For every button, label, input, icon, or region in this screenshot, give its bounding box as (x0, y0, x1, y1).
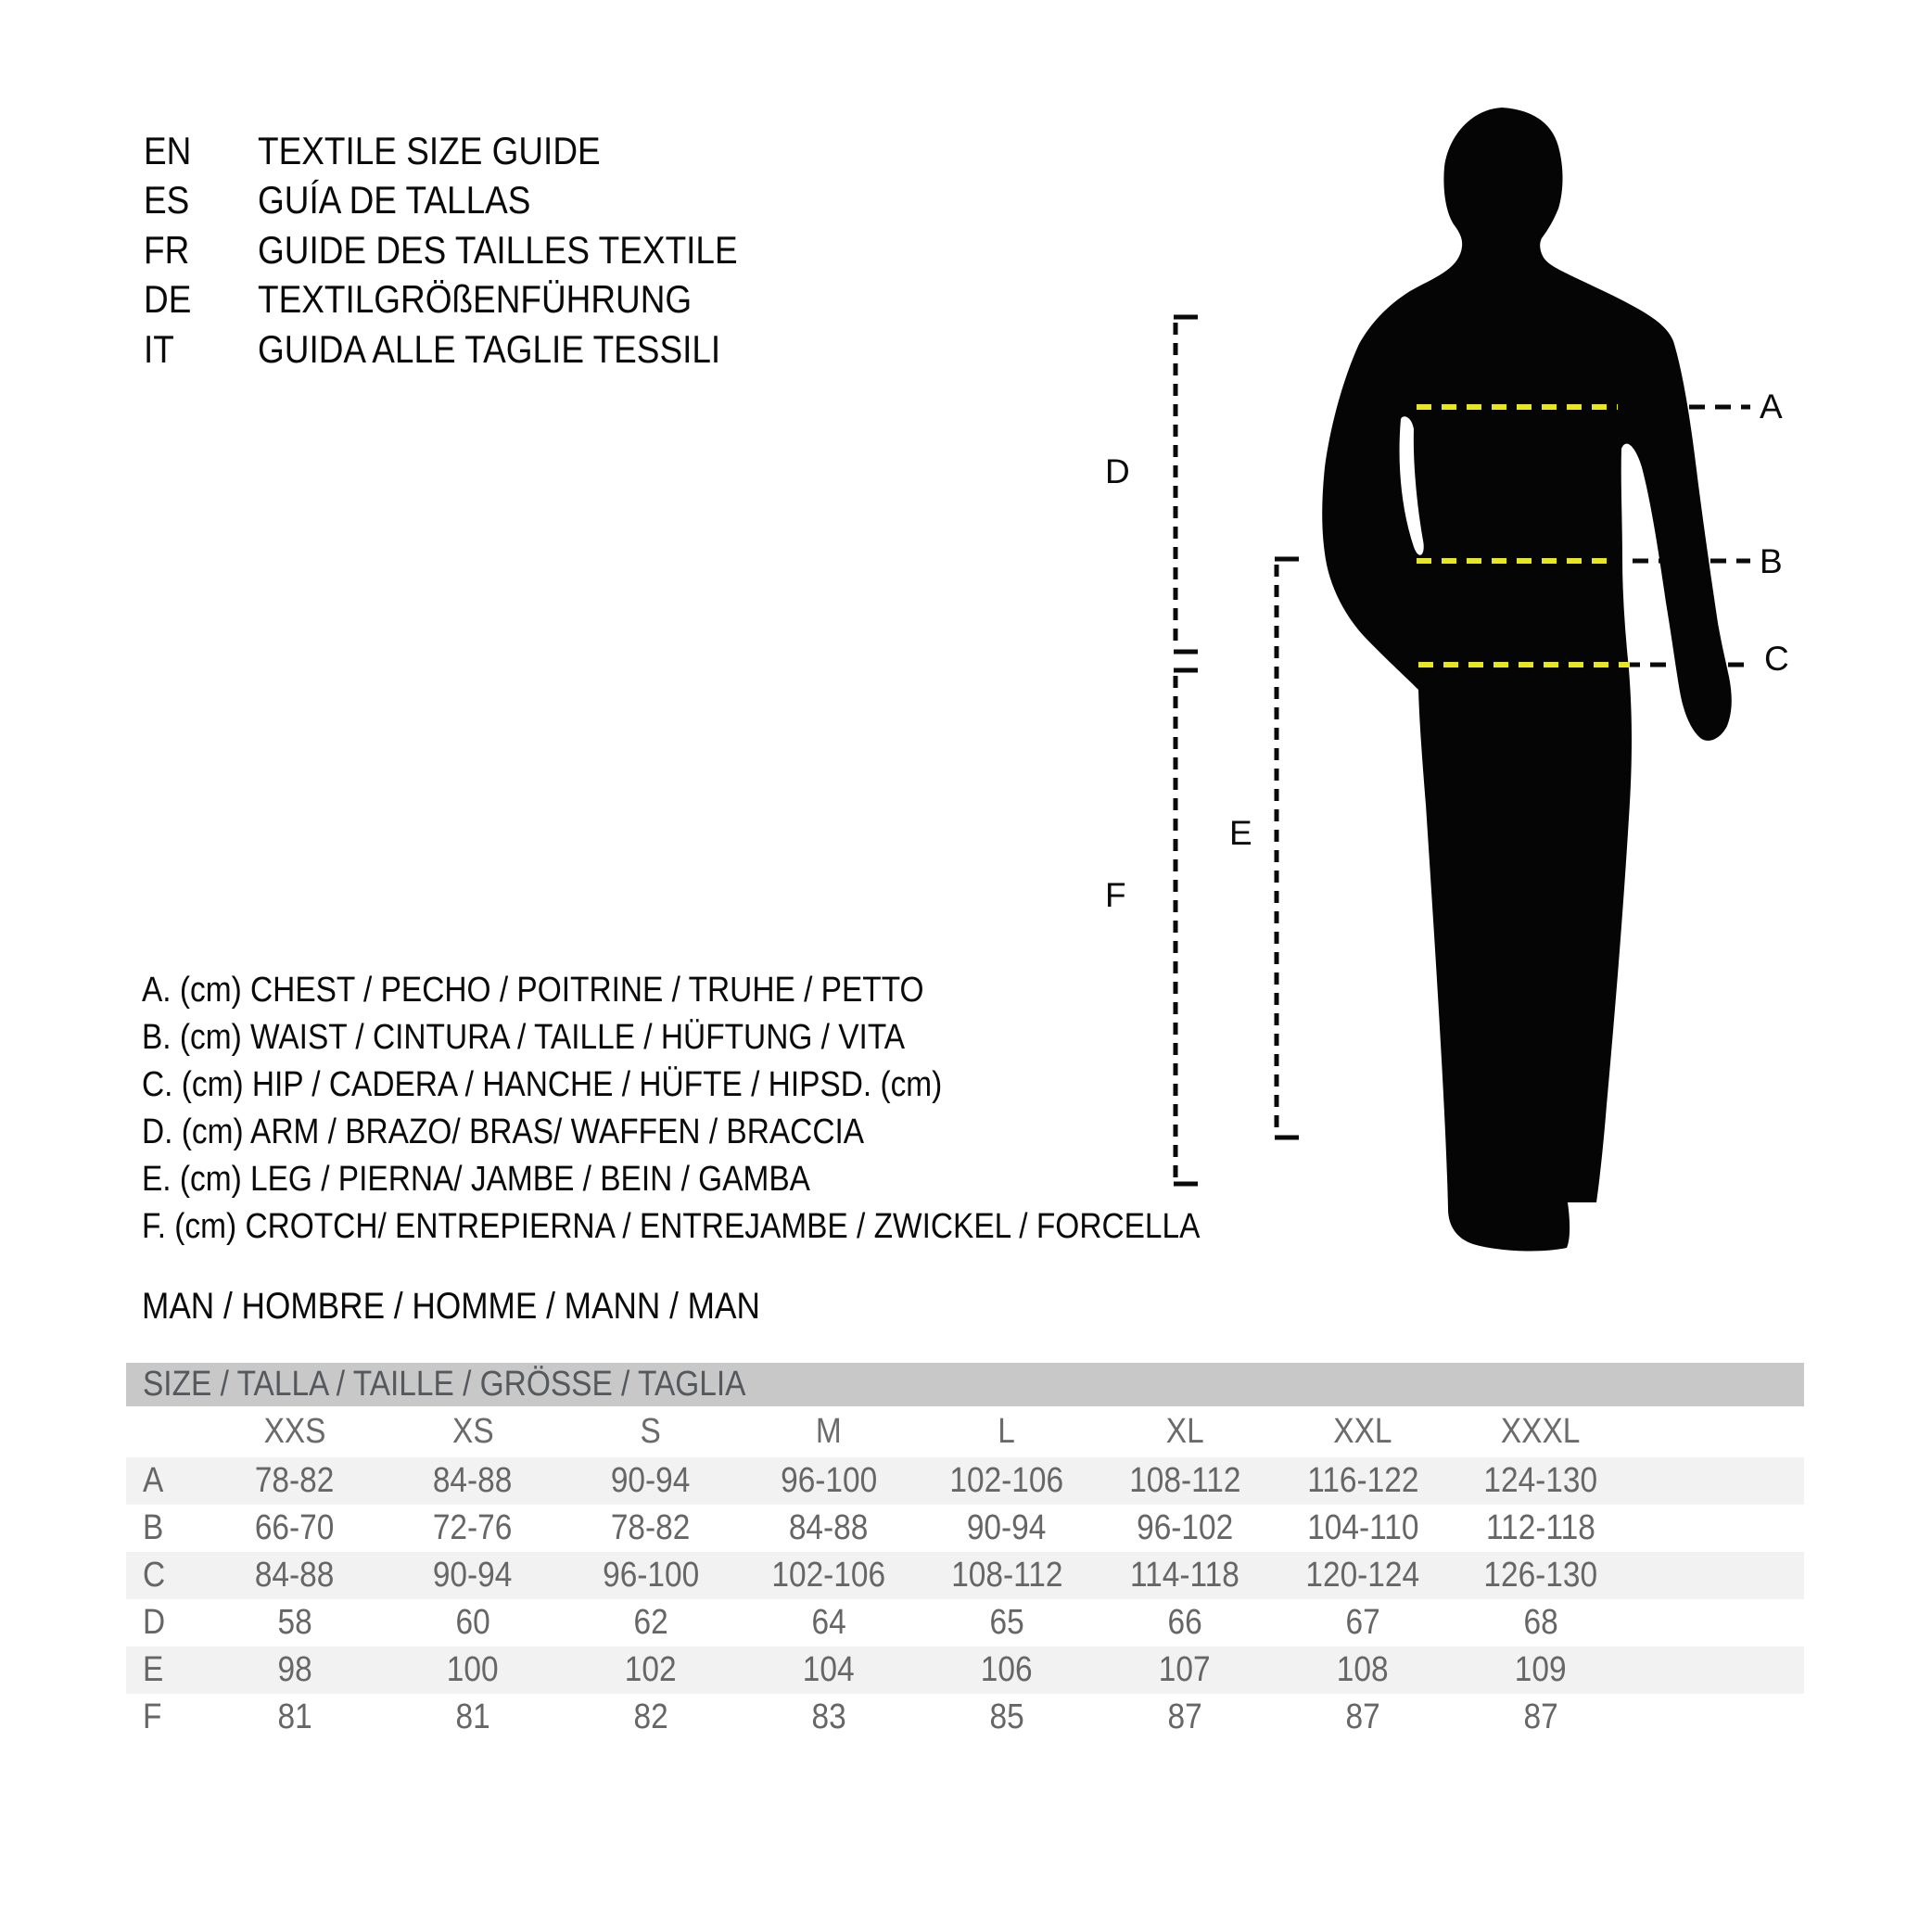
cell-value: 66-70 (255, 1508, 335, 1547)
col-header: XXL (1333, 1412, 1392, 1451)
table-row-hip (126, 1552, 1804, 1599)
cell-value: 84-88 (789, 1508, 869, 1547)
title-line-es (144, 176, 803, 226)
row-label: D (143, 1603, 166, 1642)
lang-code: EN (144, 128, 192, 172)
col-header: XXXL (1501, 1412, 1581, 1451)
col-header: XL (1165, 1412, 1204, 1451)
lang-code: ES (144, 178, 190, 222)
label-hip-c: C (1764, 640, 1789, 678)
cell-value: 107 (1159, 1650, 1211, 1689)
legend-line-waist: B. (cm) WAIST / CINTURA / TAILLE / HÜFTUNG / VITA (142, 1018, 906, 1057)
cell-value: 90-94 (433, 1556, 513, 1595)
cell-value: 100 (447, 1650, 499, 1689)
cell-value: 108-112 (1128, 1461, 1241, 1500)
legend-line-leg: E. (cm) LEG / PIERNA/ JAMBE / BEIN / GAMBA (142, 1160, 810, 1199)
cell-value: 72-76 (433, 1508, 513, 1547)
title-text: GUIDA ALLE TAGLIE TESSILI (258, 326, 721, 371)
cell-value: 81 (455, 1697, 490, 1736)
category-line: MAN / HOMBRE / HOMME / MANN / MAN (142, 1286, 760, 1327)
cell-value: 106 (981, 1650, 1033, 1689)
cell-value: 98 (277, 1650, 312, 1689)
cell-value: 114-118 (1130, 1556, 1239, 1595)
cell-value: 84-88 (255, 1556, 335, 1595)
size-table (126, 1363, 1804, 1741)
label-leg-e: E (1229, 814, 1252, 852)
cell-value: 87 (1345, 1697, 1380, 1736)
cell-value: 90-94 (611, 1461, 691, 1500)
title-line-fr (144, 225, 803, 275)
cell-value: 60 (455, 1603, 490, 1642)
legend-line-crotch: F. (cm) CROTCH/ ENTREPIERNA / ENTREJAMBE / ZWICKEL / FORCELLA (142, 1207, 1201, 1246)
col-header: XS (451, 1412, 494, 1451)
man-measurement-diagram (1094, 93, 1836, 1261)
legend-line-hip: C. (cm) HIP / CADERA / HANCHE / HÜFTE / HIPSD. (cm) (142, 1065, 943, 1104)
cell-value: 116-122 (1306, 1461, 1419, 1500)
col-header: L (998, 1412, 1016, 1451)
lang-code: DE (144, 277, 192, 322)
cell-value: 109 (1515, 1650, 1567, 1689)
table-row-crotch (126, 1694, 1804, 1741)
title-text: TEXTILE SIZE GUIDE (258, 128, 601, 172)
table-row-chest (126, 1457, 1804, 1505)
cell-value: 96-100 (602, 1556, 700, 1595)
title-line-de (144, 275, 803, 325)
label-chest-a: A (1760, 388, 1783, 426)
table-row-leg (126, 1646, 1804, 1694)
label-arm-d: D (1105, 452, 1130, 490)
title-text: TEXTILGRÖßENFÜHRUNG (258, 277, 693, 322)
cell-value: 78-82 (255, 1461, 335, 1500)
cell-value: 67 (1345, 1603, 1380, 1642)
cell-value: 83 (811, 1697, 846, 1736)
cell-value: 62 (633, 1603, 668, 1642)
cell-value: 84-88 (433, 1461, 513, 1500)
cell-value: 96-100 (780, 1461, 878, 1500)
cell-value: 108-112 (950, 1556, 1063, 1595)
row-label: A (143, 1461, 164, 1500)
man-silhouette-figure (1322, 108, 1732, 1251)
table-row-waist (126, 1505, 1804, 1552)
title-block (144, 126, 803, 375)
cell-value: 87 (1523, 1697, 1558, 1736)
col-header: XXS (263, 1412, 326, 1451)
cell-value: 64 (811, 1603, 846, 1642)
cell-value: 85 (989, 1697, 1024, 1736)
title-text: GUIDE DES TAILLES TEXTILE (258, 227, 738, 272)
cell-value: 96-102 (1136, 1508, 1234, 1547)
legend-line-chest: A. (cm) CHEST / PECHO / POITRINE / TRUHE / PETTO (142, 971, 924, 1010)
table-row-arm (126, 1599, 1804, 1646)
cell-value: 82 (633, 1697, 668, 1736)
row-label: F (143, 1697, 162, 1736)
label-waist-b: B (1760, 542, 1783, 580)
col-header: S (640, 1412, 662, 1451)
table-header-bar (126, 1363, 1804, 1406)
table-title: SIZE / TALLA / TAILLE / GRÖSSE / TAGLIA (143, 1365, 746, 1404)
cell-value: 102 (625, 1650, 677, 1689)
cell-value: 120-124 (1305, 1556, 1420, 1595)
cell-value: 104-110 (1306, 1508, 1419, 1547)
cell-value: 104 (803, 1650, 855, 1689)
cell-value: 126-130 (1483, 1556, 1598, 1595)
table-column-header-row (126, 1406, 1804, 1457)
cell-value: 102-106 (771, 1556, 886, 1595)
row-label: C (143, 1556, 166, 1595)
lang-code: FR (144, 227, 190, 272)
cell-value: 65 (989, 1603, 1024, 1642)
col-header: M (816, 1412, 842, 1451)
label-crotch-f: F (1105, 876, 1126, 914)
cell-value: 112-118 (1486, 1508, 1595, 1547)
cell-value: 87 (1167, 1697, 1202, 1736)
cell-value: 68 (1523, 1603, 1558, 1642)
cell-value: 102-106 (949, 1461, 1064, 1500)
title-line-en (144, 126, 803, 176)
legend-line-arm: D. (cm) ARM / BRAZO/ BRAS/ WAFFEN / BRACCIA (142, 1112, 865, 1151)
title-text: GUÍA DE TALLAS (258, 178, 531, 222)
cell-value: 78-82 (611, 1508, 691, 1547)
cell-value: 108 (1337, 1650, 1389, 1689)
cell-value: 66 (1167, 1603, 1202, 1642)
title-line-it (144, 324, 803, 375)
cell-value: 81 (277, 1697, 312, 1736)
row-label: B (143, 1508, 164, 1547)
cell-value: 124-130 (1483, 1461, 1598, 1500)
lang-code: IT (144, 326, 174, 371)
row-label: E (143, 1650, 164, 1689)
cell-value: 90-94 (967, 1508, 1047, 1547)
cell-value: 58 (277, 1603, 312, 1642)
